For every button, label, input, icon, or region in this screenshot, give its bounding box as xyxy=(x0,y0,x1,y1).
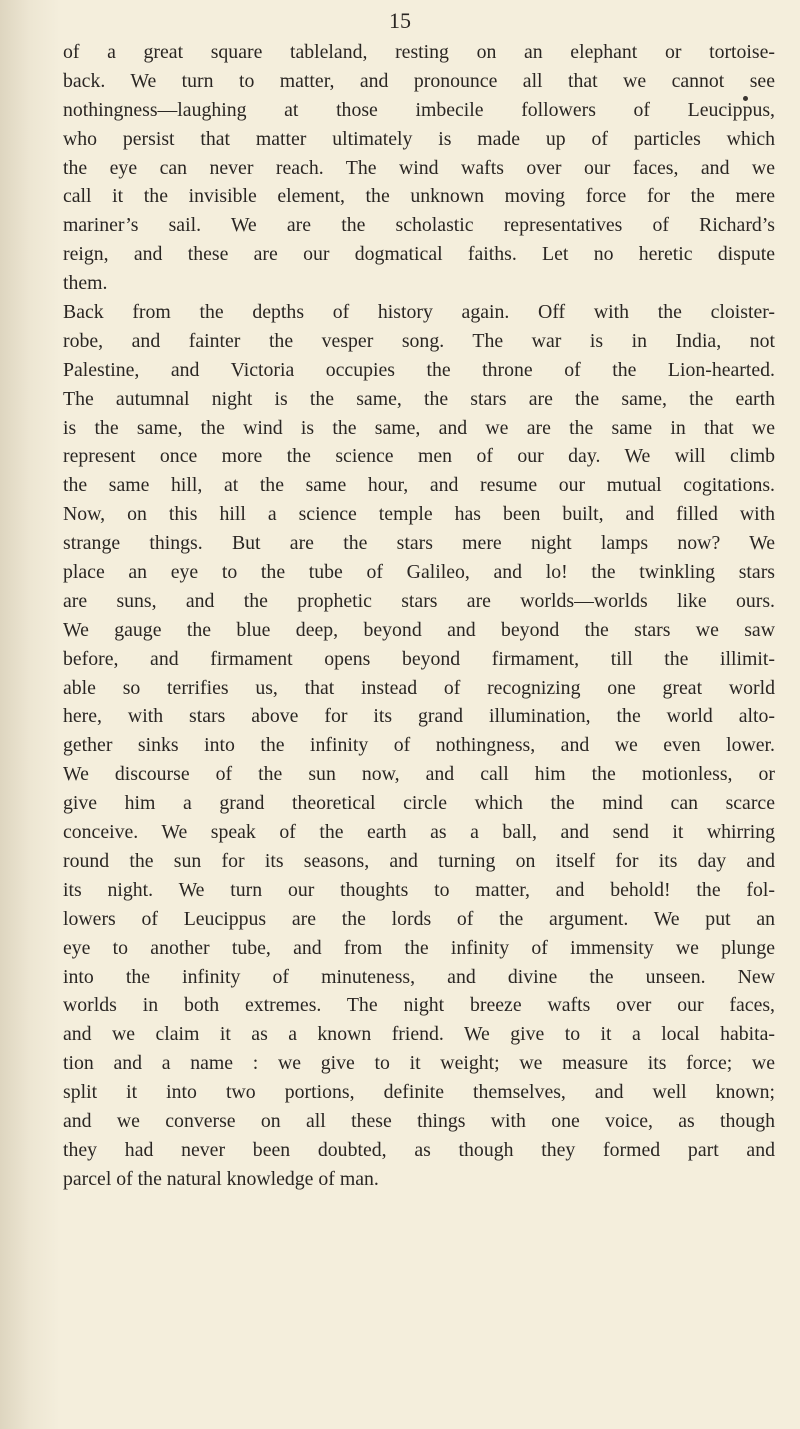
text-line: and we claim it as a known friend. We give to it a local habita- xyxy=(63,1023,775,1046)
text-line: tion and a name : we give to it weight; we measure its force; we xyxy=(63,1052,775,1075)
text-line: place an eye to the tube of Galileo, and lo! the twinkling stars xyxy=(63,561,775,584)
body-text xyxy=(63,38,775,1194)
text-line: is the same, the wind is the same, and we are the same in that we xyxy=(63,416,775,439)
text-line: here, with stars above for its grand illumination, the world alto- xyxy=(63,705,775,728)
text-line: represent once more the science men of our day. We will climb xyxy=(63,445,775,468)
text-line: mariner’s sail. We are the scholastic representatives of Richard’s xyxy=(63,214,775,237)
text-line: are suns, and the prophetic stars are worlds—worlds like ours. xyxy=(63,589,775,612)
text-line: parcel of the natural knowledge of man. xyxy=(63,1167,379,1190)
text-line: Now, on this hill a science temple has been built, and filled with xyxy=(63,503,775,526)
text-line: strange things. But are the stars mere night lamps now? We xyxy=(63,532,775,555)
text-line: nothingness—laughing at those imbecile followers of Leucippus, xyxy=(63,98,775,121)
text-line: We discourse of the sun now, and call him the motionless, or xyxy=(63,763,775,786)
text-line: conceive. We speak of the earth as a ball, and send it whirring xyxy=(63,821,775,844)
text-line: they had never been doubted, as though they formed part and xyxy=(63,1138,775,1161)
text-line: eye to another tube, and from the infinity of immensity we plunge xyxy=(63,936,775,959)
text-line: them. xyxy=(63,272,108,295)
text-line: gether sinks into the infinity of nothingness, and we even lower. xyxy=(63,734,775,757)
text-line: reign, and these are our dogmatical faiths. Let no heretic dispute xyxy=(63,243,775,266)
text-line: give him a grand theoretical circle which the mind can scarce xyxy=(63,792,775,815)
text-line: back. We turn to matter, and pronounce all that we cannot see xyxy=(63,69,775,92)
text-line: of a great square tableland, resting on an elephant or tortoise- xyxy=(63,41,775,63)
text-line: Palestine, and Victoria occupies the throne of the Lion-hearted. xyxy=(63,358,775,381)
text-line: before, and firmament opens beyond firmament, till the illimit- xyxy=(63,647,775,670)
text-line: who persist that matter ultimately is made up of particles which xyxy=(63,127,775,150)
text-line: Back from the depths of history again. Off with the cloister- xyxy=(63,301,775,324)
text-line: The autumnal night is the same, the stars are the same, the earth xyxy=(63,387,775,410)
text-line: call it the invisible element, the unknown moving force for the mere xyxy=(63,185,775,208)
text-line: into the infinity of minuteness, and divine the unseen. New xyxy=(63,965,775,988)
text-line: robe, and fainter the vesper song. The war is in India, not xyxy=(63,329,775,352)
text-line: worlds in both extremes. The night breeze wafts over our faces, xyxy=(63,994,775,1017)
text-line: the eye can never reach. The wind wafts over our faces, and we xyxy=(63,156,775,179)
text-line: split it into two portions, definite themselves, and well known; xyxy=(63,1081,775,1104)
text-line: round the sun for its seasons, and turning on itself for its day and xyxy=(63,849,775,872)
text-line: able so terrifies us, that instead of recognizing one great world xyxy=(63,676,775,699)
text-line: and we converse on all these things with one voice, as though xyxy=(63,1109,775,1132)
text-line: We gauge the blue deep, beyond and beyond the stars we saw xyxy=(63,618,775,641)
page-number: 15 xyxy=(389,8,411,33)
text-line: the same hill, at the same hour, and resume our mutual cogitations. xyxy=(63,474,775,497)
text-line: lowers of Leucippus are the lords of the argument. We put an xyxy=(63,907,775,930)
text-line: its night. We turn our thoughts to matter, and behold! the fol- xyxy=(63,878,775,901)
